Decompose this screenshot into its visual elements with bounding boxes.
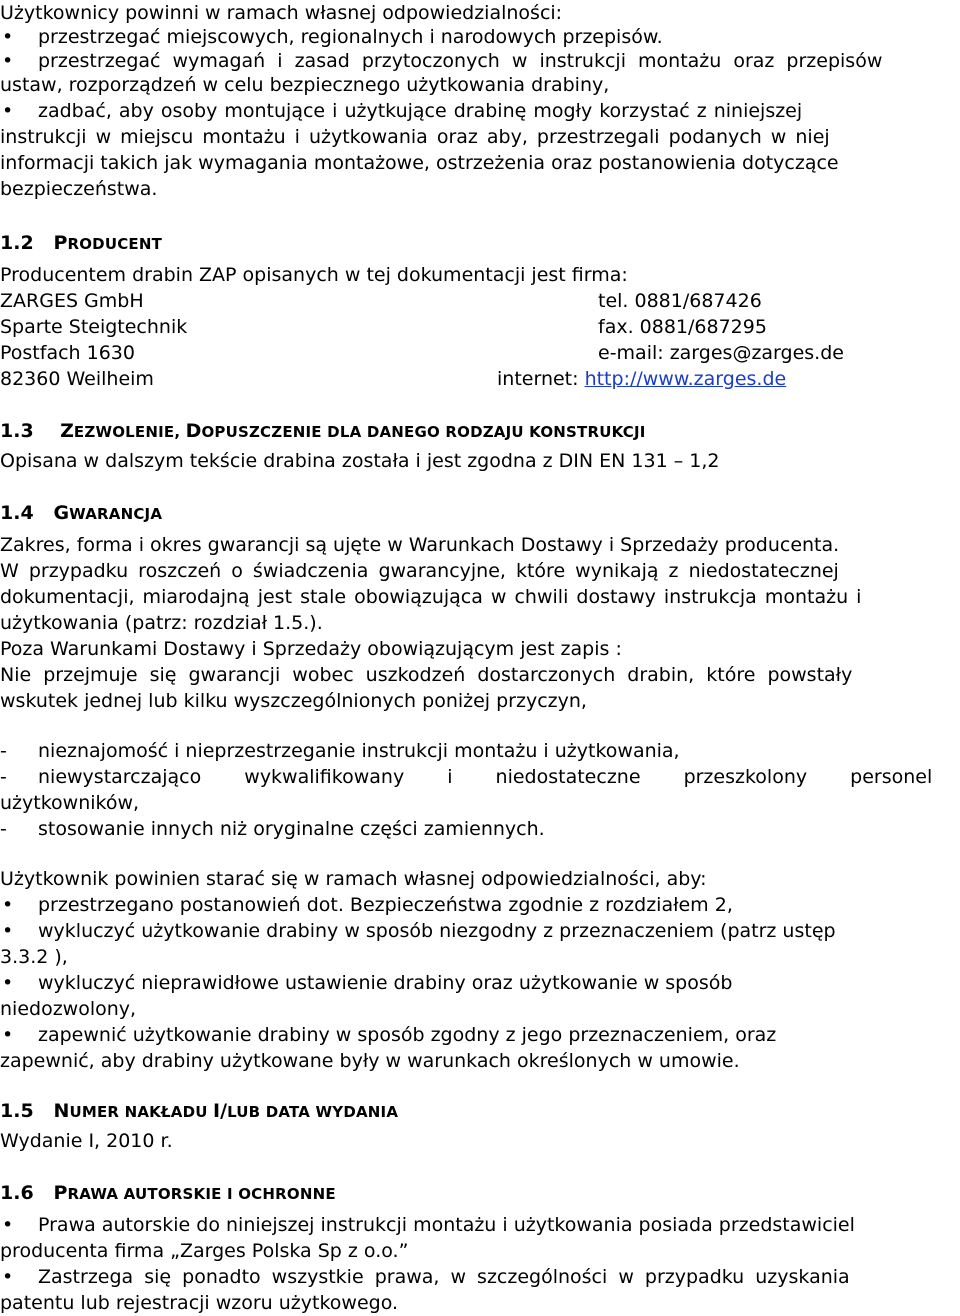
user-bullet-3-cont: niedozwolony, <box>0 998 137 1020</box>
warranty-line-1: Zakres, forma i okres gwarancji są ujęte w Warunkach Dostawy i Sprzedaży producenta. <box>0 534 840 556</box>
intro-bullet-2-cont: ustaw, rozporządzeń w celu bezpiecznego użytkowania drabiny, <box>0 74 610 96</box>
user-bullet-2-cont: 3.3.2 ), <box>0 946 68 968</box>
user-bullet-4-cont: zapewnić, aby drabiny użytkowane były w warunkach określonych w umowie. <box>0 1050 740 1072</box>
section-1-4-heading: 1.4 GWARANCJA <box>0 502 163 524</box>
intro-bullet-3-cont1: instrukcji w miejscu montażu i użytkowania oraz aby, przestrzegali podanych w niej <box>0 126 830 148</box>
section-1-2-heading: 1.2 PRODUCENT <box>0 232 163 254</box>
bullet-glyph: • <box>2 26 14 48</box>
warranty-line-6: Nie przejmuje się gwarancji wobec uszkodzeń dostarczonych drabin, które powstały <box>0 664 853 686</box>
warranty-line-5: Poza Warunkami Dostawy i Sprzedaży obowiązującym jest zapis : <box>0 638 622 660</box>
intro-bullet-3-text: zadbać, aby osoby montujące i użytkujące drabinę mogły korzystać z niniejszej <box>38 100 803 122</box>
copyright-bullet-2-cont: patentu lub rejestracji wzoru użytkowego. <box>0 1292 399 1314</box>
intro-bullet-1-text: przestrzegać miejscowych, regionalnych i narodowych przepisów. <box>38 26 663 48</box>
dash-item-3: - stosowanie innych niż oryginalne części zamiennych. <box>0 818 545 840</box>
company-pobox: Postfach 1630 <box>0 342 135 364</box>
intro-bullet-2-text: przestrzegać wymagań i zasad przytoczonych w instrukcji montażu oraz przepisów <box>38 50 883 72</box>
intro-bullet-3-cont2: informacji takich jak wymagania montażowe, ostrzeżenia oraz postanowienia dotyczące <box>0 152 839 174</box>
intro-bullet-3-cont3: bezpieczeństwa. <box>0 178 158 200</box>
company-website-link[interactable]: http://www.zarges.de <box>584 368 787 390</box>
warranty-line-7: wskutek jednej lub kilku wyszczególnionych poniżej przyczyn, <box>0 690 587 712</box>
company-internet: internet: http://www.zarges.de <box>497 368 787 390</box>
bullet-glyph: • <box>2 100 14 122</box>
manufacturer-intro: Producentem drabin ZAP opisanych w tej dokumentacji jest firma: <box>0 264 628 286</box>
copyright-bullet-1-cont: producenta firma „Zarges Polska Sp z o.o.” <box>0 1240 409 1262</box>
bullet-glyph: • <box>2 50 14 72</box>
dash-item-1: - nieznajomość i nieprzestrzeganie instrukcji montażu i użytkowania, <box>0 740 680 762</box>
company-name: ZARGES GmbH <box>0 290 144 312</box>
section-1-5-text: Wydanie I, 2010 r. <box>0 1130 173 1152</box>
company-email: e-mail: zarges@zarges.de <box>598 342 844 364</box>
section-1-3-heading: 1.3 ZEZWOLENIE, DOPUSZCZENIE DLA DANEGO RODZAJU KONSTRUKCJI <box>0 420 646 442</box>
intro-bullet-2 <box>0 48 958 74</box>
company-phone: tel. 0881/687426 <box>598 290 762 312</box>
dash-item-2: - niewystarczająco wykwalifikowany i niedostateczne przeszkolony personel <box>0 766 933 788</box>
warranty-line-2: W przypadku roszczeń o świadczenia gwarancyjne, które wynikają z niedostatecznej <box>0 560 839 582</box>
warranty-line-3: dokumentacji, miarodajną jest stale obowiązująca w chwili dostawy instrukcja montażu i <box>0 586 862 608</box>
dash-item-2-cont: użytkowników, <box>0 792 140 814</box>
user-intro: Użytkownik powinien starać się w ramach własnej odpowiedzialności, aby: <box>0 868 707 890</box>
section-1-6-heading: 1.6 PRAWA AUTORSKIE I OCHRONNE <box>0 1182 336 1204</box>
company-division: Sparte Steigtechnik <box>0 316 188 338</box>
warranty-line-4: użytkowania (patrz: rozdział 1.5.). <box>0 612 323 634</box>
company-city: 82360 Weilheim <box>0 368 154 390</box>
company-fax: fax. 0881/687295 <box>598 316 767 338</box>
section-1-5-heading: 1.5 NUMER NAKŁADU I/LUB DATA WYDANIA <box>0 1100 399 1122</box>
intro-text: Użytkownicy powinni w ramach własnej odpowiedzialności: <box>0 2 563 24</box>
section-1-3-text: Opisana w dalszym tekście drabina została i jest zgodna z DIN EN 131 – 1,2 <box>0 450 720 472</box>
